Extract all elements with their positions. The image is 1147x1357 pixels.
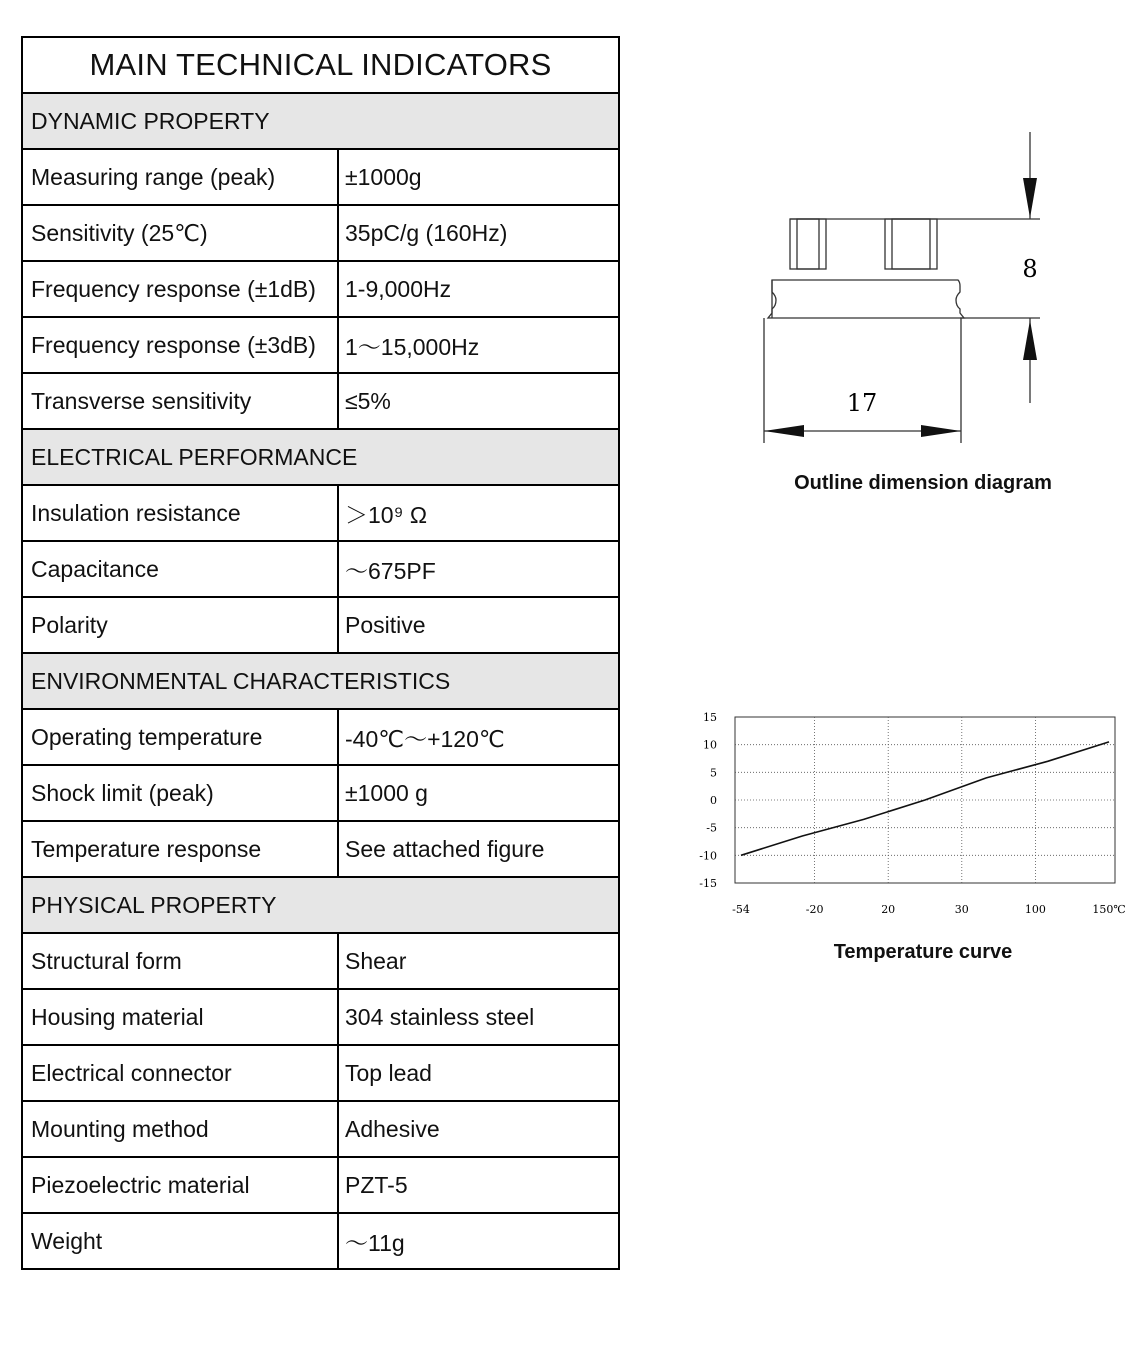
spec-value: ±1000 g bbox=[338, 765, 619, 821]
spec-value: Top lead bbox=[338, 1045, 619, 1101]
spec-value: PZT-5 bbox=[338, 1157, 619, 1213]
table-row bbox=[22, 821, 619, 877]
spec-value: ≤5% bbox=[338, 373, 619, 429]
connector-lug-left bbox=[790, 219, 826, 269]
spec-value: Adhesive bbox=[338, 1101, 619, 1157]
section-heading: PHYSICAL PROPERTY bbox=[22, 877, 619, 933]
x-tick-label: 20 bbox=[881, 903, 896, 916]
table-row bbox=[22, 1157, 619, 1213]
table-row bbox=[22, 989, 619, 1045]
y-tick-label: 0 bbox=[710, 794, 717, 807]
spec-label: Frequency response (±3dB) bbox=[22, 317, 338, 373]
table-row bbox=[22, 149, 619, 205]
x-tick-label: -20 bbox=[805, 903, 824, 916]
spec-value: 304 stainless steel bbox=[338, 989, 619, 1045]
spec-value: ±1000g bbox=[338, 149, 619, 205]
spec-value: 35pC/g (160Hz) bbox=[338, 205, 619, 261]
spec-value: ～11g bbox=[338, 1213, 619, 1269]
table-row bbox=[22, 1213, 619, 1269]
spec-label: Structural form bbox=[22, 933, 338, 989]
spec-label: Frequency response (±1dB) bbox=[22, 261, 338, 317]
table-row bbox=[22, 541, 619, 597]
spec-label: Electrical connector bbox=[22, 1045, 338, 1101]
height-arrow-up bbox=[1023, 320, 1037, 360]
y-tick-labels bbox=[699, 711, 717, 890]
spec-label: Insulation resistance bbox=[22, 485, 338, 541]
x-tick-label: 30 bbox=[954, 903, 969, 916]
width-dimension-label: 17 bbox=[846, 389, 878, 417]
table-row bbox=[22, 1101, 619, 1157]
spec-label: Piezoelectric material bbox=[22, 1157, 338, 1213]
connector-lug-left-inner bbox=[797, 219, 819, 269]
spec-value: Positive bbox=[338, 597, 619, 653]
section-row bbox=[22, 653, 619, 709]
spec-label: Shock limit (peak) bbox=[22, 765, 338, 821]
width-arrow-left bbox=[764, 425, 804, 437]
y-tick-label: -15 bbox=[699, 877, 717, 890]
spec-value: -40℃～+120℃ bbox=[338, 709, 619, 765]
spec-value: Shear bbox=[338, 933, 619, 989]
spec-label: Capacitance bbox=[22, 541, 338, 597]
y-tick-label: 15 bbox=[703, 711, 717, 724]
y-tick-label: 10 bbox=[703, 738, 717, 752]
spec-label: Polarity bbox=[22, 597, 338, 653]
table-row bbox=[22, 1045, 619, 1101]
temperature-series-line bbox=[741, 742, 1109, 855]
table-title: MAIN TECHNICAL INDICATORS bbox=[22, 37, 619, 93]
x-tick-labels bbox=[732, 903, 1126, 916]
connector-lug-right bbox=[885, 219, 937, 269]
spec-value: 1-9,000Hz bbox=[338, 261, 619, 317]
height-dimension-label: 8 bbox=[1022, 255, 1038, 283]
table-row bbox=[22, 317, 619, 373]
spec-label: Sensitivity (25℃) bbox=[22, 205, 338, 261]
table-row bbox=[22, 765, 619, 821]
spec-value: See attached figure bbox=[338, 821, 619, 877]
section-row bbox=[22, 93, 619, 149]
base-flange bbox=[768, 280, 964, 318]
table-row bbox=[22, 373, 619, 429]
table-row bbox=[22, 205, 619, 261]
section-heading: ELECTRICAL PERFORMANCE bbox=[22, 429, 619, 485]
table-row bbox=[22, 933, 619, 989]
outline-dimension-diagram bbox=[720, 120, 1080, 450]
table-row bbox=[22, 709, 619, 765]
spec-label: Transverse sensitivity bbox=[22, 373, 338, 429]
spec-value: ～675PF bbox=[338, 541, 619, 597]
temperature-caption: Temperature curve bbox=[833, 941, 1013, 963]
table-row bbox=[22, 261, 619, 317]
section-row bbox=[22, 429, 619, 485]
x-tick-label: 150℃ bbox=[1092, 903, 1126, 916]
section-heading: ENVIRONMENTAL CHARACTERISTICS bbox=[22, 653, 619, 709]
width-arrow-right bbox=[921, 425, 961, 437]
y-tick-label: -10 bbox=[699, 849, 717, 863]
spec-label: Weight bbox=[22, 1213, 338, 1269]
table-title-row bbox=[22, 37, 619, 93]
spec-label: Housing material bbox=[22, 989, 338, 1045]
connector-lug-right-inner bbox=[892, 219, 930, 269]
temperature-chart bbox=[690, 705, 1140, 930]
spec-value: 1～15,000Hz bbox=[338, 317, 619, 373]
x-tick-label: -54 bbox=[732, 903, 750, 916]
table-row bbox=[22, 485, 619, 541]
spec-table bbox=[21, 36, 620, 1270]
spec-value: ＞10⁹ Ω bbox=[338, 485, 619, 541]
section-row bbox=[22, 877, 619, 933]
y-tick-label: 5 bbox=[710, 766, 717, 780]
spec-label: Mounting method bbox=[22, 1101, 338, 1157]
x-tick-label: 100 bbox=[1024, 903, 1046, 916]
outline-caption: Outline dimension diagram bbox=[794, 472, 1052, 494]
y-tick-label: -5 bbox=[706, 821, 717, 835]
spec-label: Measuring range (peak) bbox=[22, 149, 338, 205]
table-row bbox=[22, 597, 619, 653]
section-heading: DYNAMIC PROPERTY bbox=[22, 93, 619, 149]
spec-label: Temperature response bbox=[22, 821, 338, 877]
spec-label: Operating temperature bbox=[22, 709, 338, 765]
height-arrow-down bbox=[1023, 178, 1037, 218]
spec-table-body bbox=[22, 37, 619, 1269]
